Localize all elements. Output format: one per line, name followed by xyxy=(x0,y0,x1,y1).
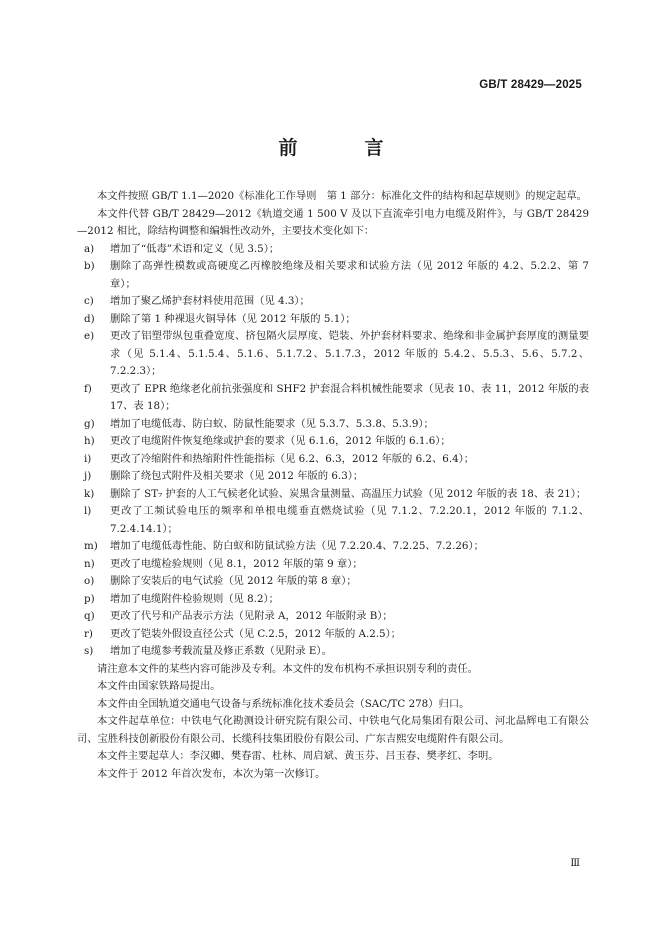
item-text: 更改了代号和产品表示方法（见附录 A，2012 年版附录 B）； xyxy=(110,610,393,622)
item-text: 更改了 EPR 绝缘老化前抗张强度和 SHF2 护套混合料机械性能要求（见表 10、表 11，2012 年版的表 17、表 18）； xyxy=(110,382,589,412)
item-label: n) xyxy=(84,557,95,570)
list-item xyxy=(77,556,589,574)
item-text: 删除了 ST₇ 护套的人工气候老化试验、炭黑含量测量、高温压力试验（见 2012 年版的表 18、表 21）； xyxy=(110,487,587,500)
item-text: 更改了冷缩附件和热缩附件性能指标（见 6.2、6.3，2012 年版的 6.2、6.4）； xyxy=(110,452,475,465)
item-text: 删除了绕包式附件及相关要求（见 2012 年版的 6.3）； xyxy=(110,470,364,482)
item-label: l) xyxy=(84,505,92,517)
item-label: s) xyxy=(84,645,94,657)
item-text: 增加了电缆低毒、防白蚁、防鼠性能要求（见 5.3.7、5.3.8、5.3.9）； xyxy=(110,417,434,430)
document-body xyxy=(77,188,589,783)
item-text: 更改了电缆检验规则（见 8.1，2012 年版的第 9 章）； xyxy=(110,557,363,570)
list-item xyxy=(77,451,589,469)
list-item xyxy=(77,381,589,416)
item-text: 增加了电缆低毒性能、防白蚁和防鼠试验方法（见 7.2.20.4、7.2.25、7.2.26）； xyxy=(110,540,484,552)
list-item xyxy=(77,258,589,293)
list-item xyxy=(77,433,589,451)
committee-statement: 本文件由全国轨道交通电气设备与系统标准化技术委员会（SAC/TC 278）归口。 xyxy=(97,697,470,710)
item-label: q) xyxy=(84,610,95,622)
list-item xyxy=(77,503,589,538)
list-item xyxy=(77,416,589,434)
standard-number: GB/T 28429—2025 xyxy=(479,79,582,91)
drafting-units: 本文件起草单位：中铁电气化勘测设计研究院有限公司、中铁电气化局集团有限公司、河北晶辉电工有限公司、宝胜科技创新股份有限公司、长缆科技集团股份有限公司、广东吉熙安电缆附件有限公司。 xyxy=(77,715,589,745)
list-item xyxy=(77,468,589,486)
intro-paragraph: 本文件代替 GB/T 28429—2012《轨道交通 1 500 V 及以下直流牵引电力电缆及附件》，与 GB/T 28429—2012 相比，除结构调整和编辑性改动外，主要技术变化如下： xyxy=(77,207,589,237)
item-text: 更改了铠装外假设直径公式（见 C.2.5，2012 年版的 A.2.5）； xyxy=(110,627,402,640)
item-label: i) xyxy=(84,452,92,465)
item-text: 增加了“低毒”术语和定义（见 3.5）； xyxy=(110,242,280,255)
item-label: e) xyxy=(84,330,95,342)
item-label: c) xyxy=(84,295,94,307)
proposer-statement: 本文件由国家铁路局提出。 xyxy=(97,680,221,692)
list-item xyxy=(77,643,589,661)
item-text: 更改了电缆附件恢复绝缘或护套的要求（见 6.1.6，2012 年版的 6.1.6）； xyxy=(110,435,451,447)
item-text: 增加了电缆附件检验规则（见 8.2）； xyxy=(110,592,279,605)
list-item xyxy=(77,591,589,609)
change-list xyxy=(77,241,589,661)
item-label: m) xyxy=(84,540,98,552)
item-text: 删除了第 1 种裸退火铜导体（见 2012 年版的 5.1）； xyxy=(110,312,356,325)
item-label: j) xyxy=(84,470,92,482)
list-item xyxy=(77,608,589,626)
item-text: 增加了电缆参考载流量及修正系数（见附录 E）。 xyxy=(110,645,332,657)
intro-paragraph: 本文件按照 GB/T 1.1—2020《标准化工作导则 第 1 部分：标准化文件的结构和起草规则》的规定起草。 xyxy=(97,190,587,202)
list-item xyxy=(77,293,589,311)
page-title: 前 言 xyxy=(278,137,408,159)
item-label: r) xyxy=(84,627,93,640)
item-text: 更改了工频试验电压的频率和单根电缆垂直燃烧试验（见 7.1.2、7.2.20.1，2012 年版的 7.1.2、7.2.4.14.1）； xyxy=(110,505,589,535)
list-item xyxy=(77,311,589,329)
item-text: 更改了铝塑带纵包重叠宽度、挤包隔火层厚度、铠装、外护套材料要求、绝缘和非金属护套厚度的测量要求（见 5.1.4、5.1.5.4、5.1.6、5.1.7.2、5.1.7.3，2012 年版的 5.4.2、5.5.3、5.6、5.7.2、7.2.2.3）； xyxy=(110,330,589,377)
item-label: h) xyxy=(84,435,95,447)
list-item xyxy=(77,573,589,591)
list-item xyxy=(77,538,589,556)
list-item xyxy=(77,626,589,644)
item-text: 删除了安装后的电气试验（见 2012 年版的第 8 章）； xyxy=(110,575,357,587)
item-label: o) xyxy=(84,575,95,587)
list-item xyxy=(77,486,589,504)
item-label: k) xyxy=(84,487,95,500)
item-label: p) xyxy=(84,592,95,605)
patent-notice: 请注意本文件的某些内容可能涉及专利。本文件的发布机构不承担识别专利的责任。 xyxy=(97,662,478,675)
item-text: 增加了聚乙烯护套材料使用范围（见 4.3）； xyxy=(110,295,310,307)
page-number: Ⅲ xyxy=(570,858,580,869)
item-label: f) xyxy=(84,382,92,395)
item-label: d) xyxy=(84,312,95,325)
item-label: a) xyxy=(84,242,95,255)
drafters: 本文件主要起草人：李汉卿、樊春雷、杜林、周启斌、黄玉芬、吕玉春、樊孝红、李明。 xyxy=(97,750,499,762)
item-label: g) xyxy=(84,417,95,430)
item-label: b) xyxy=(84,260,95,272)
list-item xyxy=(77,328,589,381)
publication-history: 本文件于 2012 年首次发布，本次为第一次修订。 xyxy=(97,767,326,780)
list-item xyxy=(77,241,589,259)
item-text: 删除了高弹性模数或高硬度乙丙橡胶绝缘及相关要求和试验方法（见 2012 年版的 4.2、5.2.2、第 7 章）； xyxy=(110,260,589,290)
